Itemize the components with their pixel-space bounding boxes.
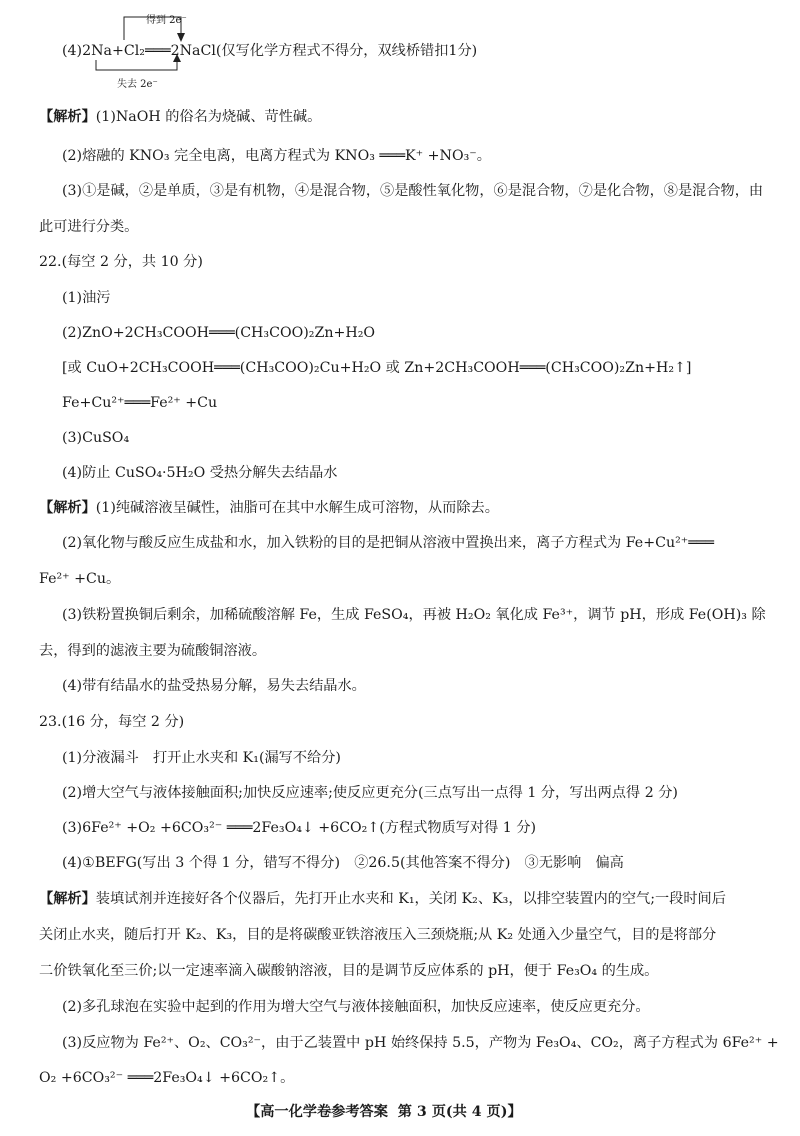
q23-analysis1c: 二价铁氧化至三价;以一定速率滴入碳酸钠溶液，目的是调节反应体系的 pH，便于 Fe₃O₄ 的生成。 bbox=[39, 963, 659, 979]
q21-analysis3b: 此可进行分类。 bbox=[39, 219, 139, 235]
q23-analysis2: (2)多孔球泡在实验中起到的作用为增大空气与液体接触面积，加快反应速率，使反应更充分。 bbox=[62, 999, 650, 1015]
q22-a3: (3)CuSO₄ bbox=[62, 430, 130, 446]
analysis-tag: 【解析】 bbox=[39, 109, 96, 125]
q22-analysis3b: 去，得到的滤液主要为硫酸铜溶液。 bbox=[39, 643, 267, 659]
page-footer bbox=[246, 1102, 522, 1122]
q23-analysis3a: (3)反应物为 Fe²⁺、O₂、CO₃²⁻，由于乙装置中 pH 始终保持 5.5，产物为 Fe₃O₄、CO₂，离子方程式为 6Fe²⁺ + bbox=[62, 1035, 779, 1051]
q22-header: 22.(每空 2 分，共 10 分) bbox=[39, 254, 203, 270]
q22-a2: (2)ZnO+2CH₃COOH═══(CH₃COO)₂Zn+H₂O bbox=[62, 325, 376, 341]
lose-electron-label: 失去 2e⁻ bbox=[117, 79, 158, 90]
q23-analysis1b: 关闭止水夹，随后打开 K₂、K₃，目的是将碳酸亚铁溶液压入三颈烧瓶;从 K₂ 处通入少量空气，目的是将部分 bbox=[39, 927, 717, 943]
q23-a2: (2)增大空气与液体接触面积;加快反应速率;使反应更充分(三点写出一点得 1 分，写出两点得 2 分) bbox=[62, 785, 678, 801]
q23-a1: (1)分液漏斗 打开止水夹和 K₁(漏写不给分) bbox=[62, 750, 341, 766]
q23-analysis1a: 【解析】装填试剂并连接好各个仪器后，先打开止水夹和 K₁，关闭 K₂、K₃，以排空装置内的空气;一段时间后 bbox=[39, 891, 726, 907]
gain-electron-label: 得到 2e⁻ bbox=[146, 15, 187, 26]
q22-analysis4: (4)带有结晶水的盐受热易分解，易失去结晶水。 bbox=[62, 678, 366, 694]
q22-analysis3a: (3)铁粉置换铜后剩余，加稀硫酸溶解 Fe，生成 FeSO₄，再被 H₂O₂ 氧化成 Fe³⁺，调节 pH，形成 Fe(OH)₃ 除 bbox=[62, 607, 766, 623]
q23-header: 23.(16 分，每空 2 分) bbox=[39, 714, 185, 730]
q22-analysis2b: Fe²⁺ +Cu。 bbox=[39, 571, 121, 587]
q21-analysis2: (2)熔融的 KNO₃ 完全电离，电离方程式为 KNO₃ ═══K⁺ +NO₃⁻。 bbox=[62, 148, 491, 164]
q21-analysis3a: (3)①是碱，②是单质，③是有机物，④是混合物，⑤是酸性氧化物，⑥是混合物，⑦是化合物，⑧是混合物，由 bbox=[62, 183, 764, 199]
q23-analysis3b: O₂ +6CO₃²⁻ ═══2Fe₃O₄↓ +6CO₂↑。 bbox=[39, 1070, 295, 1086]
footer-page: 第 3 页(共 4 页)】 bbox=[397, 1104, 522, 1120]
q23-a4: (4)①BEFG(写出 3 个得 1 分，错写不得分) ②26.5(其他答案不得分) ③无影响 偏高 bbox=[62, 855, 624, 871]
q22-a2b: [或 CuO+2CH₃COOH═══(CH₃COO)₂Cu+H₂O 或 Zn+2CH₃COOH═══(CH₃COO)₂Zn+H₂↑] bbox=[62, 360, 692, 376]
q22-analysis1: 【解析】(1)纯碱溶液呈碱性，油脂可在其中水解生成可溶物，从而除去。 bbox=[39, 500, 499, 516]
analysis-tag: 【解析】 bbox=[39, 500, 96, 516]
q22-a2c: Fe+Cu²⁺═══Fe²⁺ +Cu bbox=[62, 395, 218, 411]
footer-title: 【高一化学卷参考答案 bbox=[246, 1104, 388, 1120]
analysis-tag: 【解析】 bbox=[39, 891, 96, 907]
q23-a3: (3)6Fe²⁺ +O₂ +6CO₃²⁻ ═══2Fe₃O₄↓ +6CO₂↑(方程式物质写对得 1 分) bbox=[62, 820, 537, 836]
q21-eq4: (4)2Na+Cl₂═══2NaCl(仅写化学方程式不得分，双线桥错扣1分) bbox=[62, 43, 478, 59]
q22-analysis2a: (2)氧化物与酸反应生成盐和水，加入铁粉的目的是把铜从溶液中置换出来，离子方程式为 Fe+Cu²⁺═══ bbox=[62, 535, 714, 551]
q22-a4: (4)防止 CuSO₄·5H₂O 受热分解失去结晶水 bbox=[62, 465, 338, 481]
q22-a1: (1)油污 bbox=[62, 290, 111, 306]
q21-analysis1: 【解析】(1)NaOH 的俗名为烧碱、苛性碱。 bbox=[39, 109, 322, 125]
